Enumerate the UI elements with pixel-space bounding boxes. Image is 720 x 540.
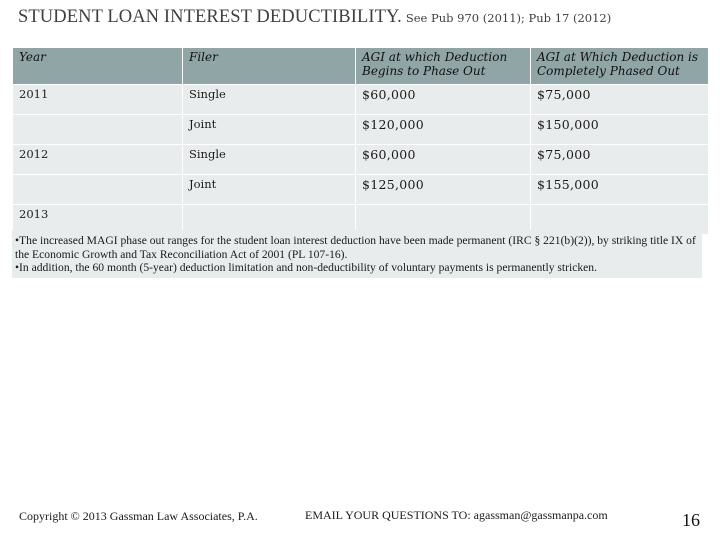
year-cell: 2011 — [13, 85, 183, 115]
year-cell: 2013 — [13, 205, 183, 235]
filer-cell: Joint — [183, 115, 356, 145]
note-limitation-stricken: •In addition, the 60 month (5-year) deduction limitation and non-deductibility of voluntary payments is permanently stricken. — [15, 261, 598, 274]
year-cell — [13, 115, 183, 145]
page-number: 16 — [682, 510, 700, 530]
table-row — [13, 175, 709, 205]
slide-title-source: See Pub 970 (2011); Pub 17 (2012) — [405, 11, 612, 25]
table-header-row — [13, 48, 709, 85]
header-filer: Filer — [183, 48, 356, 85]
end-amount-cell: $150,000 — [531, 115, 709, 145]
header-begin-phaseout: AGI at which Deduction Begins to Phase Out — [356, 48, 531, 85]
end-amount-cell: $75,000 — [531, 145, 709, 175]
table-row — [13, 115, 709, 145]
begin-amount-cell: $60,000 — [356, 145, 531, 175]
end-amount-cell: $155,000 — [531, 175, 709, 205]
slide-title-main: STUDENT LOAN INTEREST DEDUCTIBILITY. — [18, 7, 402, 27]
email-contact: EMAIL YOUR QUESTIONS TO: agassman@gassmanpa.com — [305, 508, 608, 522]
table-row — [13, 85, 709, 115]
begin-amount-cell: $60,000 — [356, 85, 531, 115]
year-cell: 2012 — [13, 145, 183, 175]
slide-title — [18, 7, 708, 28]
notes-box — [12, 230, 702, 278]
begin-amount-cell: $125,000 — [356, 175, 531, 205]
filer-cell: Single — [183, 145, 356, 175]
filer-cell: Single — [183, 85, 356, 115]
filer-cell: Joint — [183, 175, 356, 205]
table-row — [13, 145, 709, 175]
begin-amount-cell: $120,000 — [356, 115, 531, 145]
end-amount-cell: $75,000 — [531, 85, 709, 115]
header-year: Year — [13, 48, 183, 85]
year-cell — [13, 175, 183, 205]
phaseout-table — [12, 47, 709, 235]
note-permanent-ranges: •The increased MAGI phase out ranges for the student loan interest deduction have been made permanent (IRC § 221(b)(2)), by striking title IX of the Economic Growth and Tax Reconciliation Act of 2001 (PL 107-16). — [15, 234, 696, 261]
copyright-notice: Copyright © 2013 Gassman Law Associates, P.A. — [19, 509, 258, 523]
header-complete-phaseout: AGI at Which Deduction is Completely Phased Out — [531, 48, 709, 85]
